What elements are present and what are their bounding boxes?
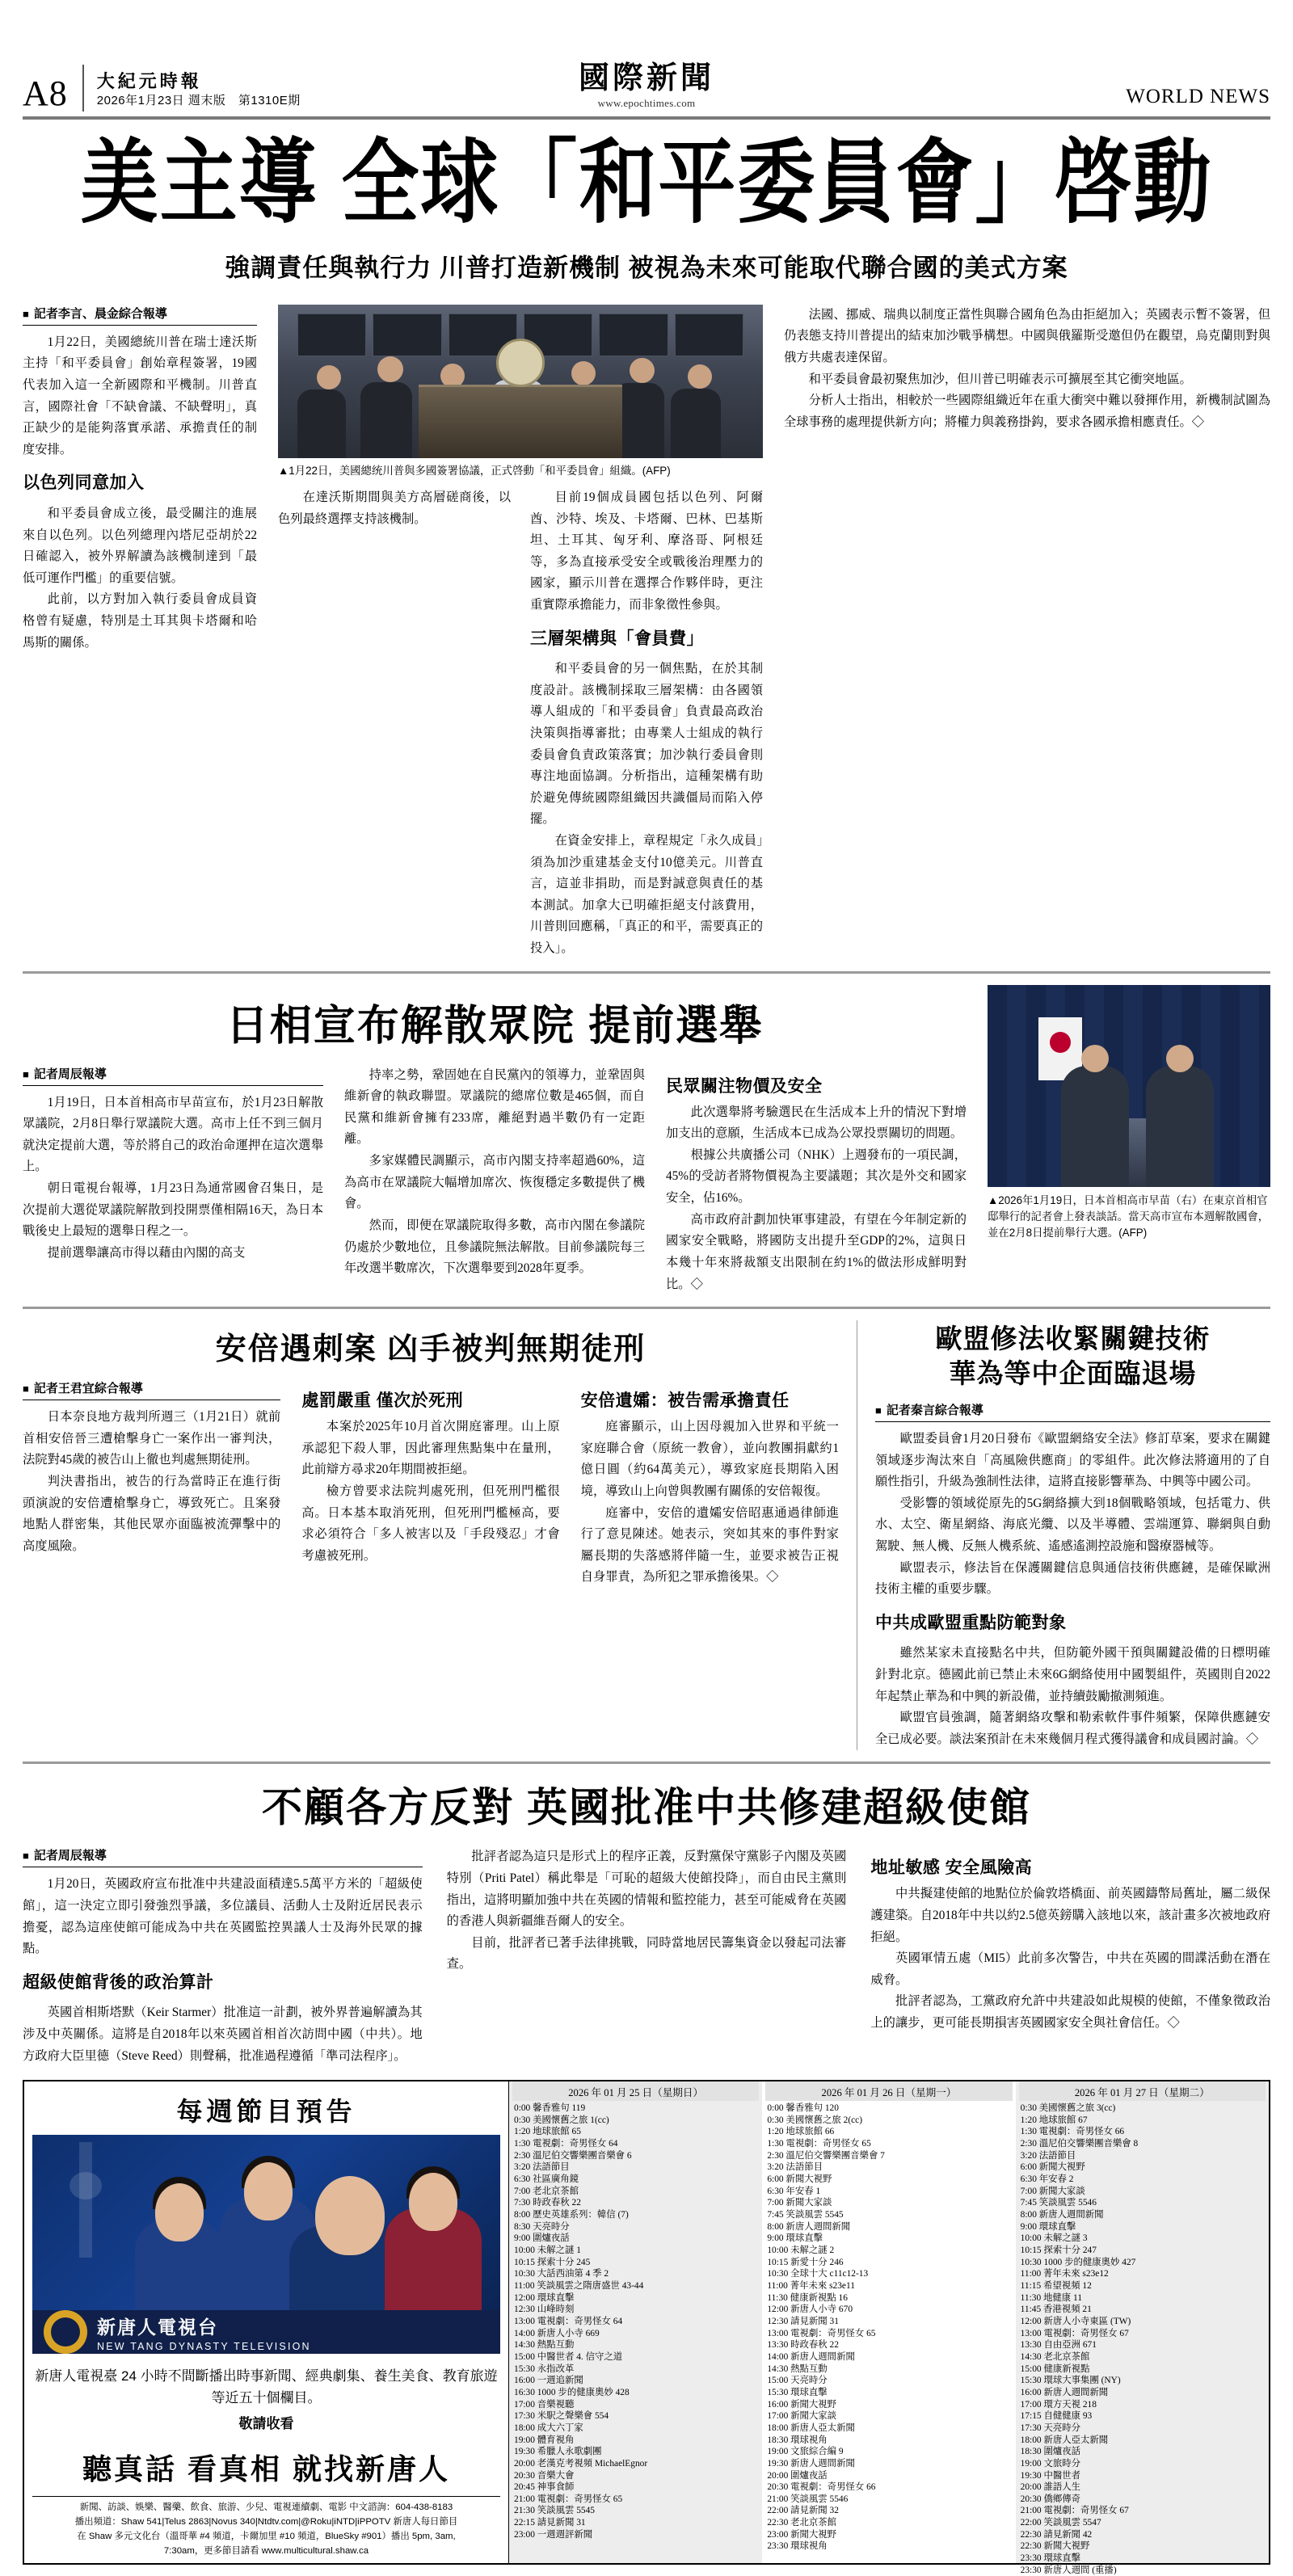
paragraph: 和平委員會的另一個焦點，在於其制度設計。該機制採取三層架構：由各國領導人組成的「和平委員會」負責最高政治決策與指導審批；由專業人士組成的執行委員會負責政策落實；加沙執行委員會則專注地面協調。分析指出，這種架構有助於避免傳統國際組織因共識僵局而陷入停擺。 — [530, 662, 763, 827]
japan-col1-body — [23, 1092, 323, 1265]
flag — [373, 314, 441, 356]
lead-col3-subhead: 三層架構與「會員費」 — [530, 629, 704, 648]
schedule-item: 10:15 探索十分 247 — [1020, 2246, 1097, 2256]
schedule-item: 17:00 音樂視聽 — [514, 2399, 575, 2410]
byline-rule — [23, 325, 257, 326]
schedule-item: 12:30 請見新聞 31 — [767, 2316, 839, 2326]
ntd-logo-icon — [44, 2310, 87, 2354]
schedule-item: 14:00 新唐人小寺 669 — [514, 2328, 600, 2338]
schedule-item: 10:30 大話西油第 4 季 2 — [514, 2269, 609, 2279]
paragraph: 目前19個成員國包括以色列、阿爾酋、沙特、埃及、卡塔爾、巴林、巴基斯坦、土耳其、匈牙利、摩洛哥、阿根廷等，多為直接承受安全或戰後治理壓力的國家，顯示川普在選擇合作夥伴時，更注重實際承擔能力，而非象徵性參與。 — [530, 490, 763, 612]
masthead-left — [23, 65, 301, 112]
schedule-item: 15:00 天亮時分 — [767, 2376, 828, 2386]
schedule-item: 21:00 電視劇：奇男怪女 67 — [1020, 2506, 1129, 2516]
figure-head — [630, 358, 655, 383]
schedule-item: 20:00 誰語人生 — [1020, 2482, 1081, 2493]
schedule-list — [512, 2101, 759, 2540]
paragraph: 庭審中，安倍的遺孀安倍昭惠通過律師進行了意見陳述。她表示，突如其來的事件對家屬長期的失落感將伴隨一生，並要求被告正視自身罪責，為所犯之罪承擔後果。◇ — [580, 1505, 839, 1585]
schedule-item: 7:30 時政春秋 22 — [514, 2198, 581, 2208]
japan-photo — [988, 985, 1270, 1187]
masthead-right — [1126, 86, 1270, 112]
schedule-item: 20:00 老漢克考視頻 MichaelEgnor — [514, 2458, 648, 2469]
japan-byline: ■ 記者周辰報導 — [23, 1065, 323, 1082]
schedule-item: 3:20 法語節目 — [767, 2162, 823, 2173]
schedule-item: 18:00 新唐人亞太新聞 — [767, 2422, 855, 2433]
uk-col1-body — [23, 1874, 423, 2067]
eu-body — [875, 1429, 1270, 1750]
paragraph: 本案於2025年10月首次開庭審理。山上原承認犯下殺人罪，因此審理焦點集中在量刑，此前辯方尋求20年期間被拒絕。 — [301, 1420, 560, 1477]
abe-col2-subhead: 處罰嚴重 僅次於死刑 — [301, 1391, 464, 1411]
paragraph: 歐盟官員強調，隨著網絡攻擊和勒索軟件事件頻繁，保障供應鏈安全已成必要。談法案預計在未來幾個月程式獲得議會和成員國討論。◇ — [875, 1711, 1270, 1746]
anchor-face — [244, 2162, 293, 2220]
ntd-slogan: 聽真話 看真相 就找新唐人 — [82, 2452, 450, 2486]
paragraph: 提前選舉讓高市得以藉由內閣的高支 — [47, 1245, 246, 1260]
schedule-item: 21:00 笑談風雲 5546 — [767, 2494, 849, 2504]
ntd-anchors-photo — [32, 2135, 500, 2310]
paragraph: 然而，即便在眾議院取得多數，高市內閣在參議院仍處於少數地位，且參議院無法解散。目前參議院每三年改選半數席次，下次選舉要到2028年夏季。 — [344, 1218, 645, 1276]
schedule-item: 1:20 地球旅館 66 — [767, 2127, 835, 2137]
schedule-item: 1:30 電視劇：奇男怪女 64 — [514, 2139, 618, 2149]
schedule-item: 16:00 新唐人週間新聞 — [1020, 2387, 1109, 2397]
paragraph: 分析人士指出，相較於一些國際組織近年在重大衝突中難以發揮作用，新機制試圖為全球事務的處理提供新方向；將權力與義務掛鈎，要求各國承擔相應責任。◇ — [784, 394, 1270, 429]
paragraph: 和平委員會成立後，最受關注的進展來自以色列。以色列總理內塔尼亞胡於22日確認入，被外界解讀為該機制達到「最低可運作門檻」的重要信號。 — [23, 507, 257, 585]
uk-column-1 — [23, 1846, 423, 2067]
ntd-description: 新唐人電視臺 24 小時不間斷播出時事新聞、經典劇集、養生美食、教育旅遊等近五十個欄目。 — [35, 2368, 498, 2406]
abe-byline: ■ 記者王君宜綜合報導 — [23, 1379, 280, 1396]
paragraph: 法國、挪威、瑞典以制度正當性與聯合國角色為由拒絕加入；英國表示暫不簽署，但仍表態支持川普提出的結束加沙戰爭構想。中國與俄羅斯受邀但仍在觀望，烏克蘭則對與俄方共處表達保留。 — [784, 307, 1270, 365]
schedule-item: 7:45 笑談風雲 5545 — [767, 2210, 844, 2220]
schedule-item: 9:00 環球直擊 — [1020, 2221, 1076, 2232]
schedule-item: 14:30 老北京茶館 — [1020, 2351, 1090, 2362]
lead-photo — [278, 305, 763, 458]
uk-column-2 — [447, 1846, 847, 2067]
schedule-item: 17:15 自健健康 93 — [1020, 2411, 1093, 2422]
schedule-item: 7:00 老北京茶館 — [514, 2186, 579, 2196]
figure-head — [688, 364, 712, 389]
schedule-item: 18:00 成大六丁家 — [514, 2422, 583, 2433]
lead-headline: 美主導 全球「和平委員會」啓動 — [80, 132, 1213, 234]
schedule-item: 22:30 新聞大視野 — [1020, 2541, 1090, 2552]
schedule-item: 16:00 新聞大視野 — [767, 2399, 837, 2410]
flag — [297, 314, 366, 356]
section-separator — [23, 1762, 1270, 1764]
byline-rule — [875, 1421, 1270, 1422]
schedule-item: 10:15 探索十分 245 — [514, 2257, 591, 2267]
masthead — [23, 0, 1270, 112]
schedule-item: 17:30 米駅之聲樂會 554 — [514, 2411, 609, 2422]
lead-col1-subhead: 以色列同意加入 — [23, 474, 145, 493]
ntd-name-cn: 新唐人電視台 — [97, 2316, 218, 2338]
lead-column-2 — [278, 305, 763, 960]
schedule-item: 7:00 新聞大家談 — [767, 2198, 832, 2208]
schedule-item: 18:30 圍爐夜話 — [1020, 2447, 1081, 2457]
abe-col3-subhead: 安倍遺孀：被告需承擔責任 — [580, 1391, 790, 1411]
paragraph: 1月19日，日本首相高市早苗宣布，於1月23日解散眾議院，2月8日舉行眾議院大選。高市上任不到三個月就決定提前大選，等於將自己的政治命運押在這次選舉上。 — [23, 1095, 323, 1174]
schedule-day-tuesday — [1016, 2081, 1269, 2575]
schedule-item: 20:30 僑鄉傳奇 — [1020, 2494, 1081, 2504]
eu-article — [875, 1320, 1270, 1750]
schedule-item: 15:30 永指改革 — [514, 2363, 575, 2374]
lead-col2-body — [278, 487, 511, 960]
schedule-item: 11:45 香港視頻 21 — [1020, 2305, 1092, 2315]
schedule-item: 19:00 文旅時分 — [1020, 2458, 1081, 2469]
schedule-item: 13:30 自由亞洲 671 — [1020, 2340, 1097, 2351]
paragraph: 英國軍情五處（MI5）此前多次警告，中共在英國的間諜活動在潛在威脅。 — [870, 1951, 1271, 1987]
schedule-item: 22:00 笑談風雲 5547 — [1020, 2518, 1101, 2528]
japan-article — [23, 985, 1270, 1295]
uk-columns — [23, 1846, 1270, 2067]
ntd-footer-line: 播出頻道：Shaw 541|Telus 2863|Novus 340|Ntdtv.com|@Roku|iNTD|iPPOTV 新唐人每日節目 — [74, 2517, 458, 2528]
schedule-item: 1:30 電視劇：奇男怪女 66 — [1020, 2127, 1125, 2137]
schedule-item: 23:00 新聞大視野 — [767, 2529, 837, 2540]
masthead-rule — [23, 116, 1270, 120]
figure — [360, 382, 412, 458]
schedule-item: 21:30 笑談風雲 5545 — [514, 2506, 595, 2516]
section-separator — [23, 1307, 1270, 1309]
schedule-item: 22:00 請見新聞 32 — [767, 2506, 839, 2516]
schedule-item: 15:30 環球直擊 — [767, 2387, 828, 2397]
ntd-footer-line: 在 Shaw 多元文化台（溫哥華 #4 頻道，卡爾加里 #10 頻道，BlueSky #901）播出 5pm, 3am, — [77, 2531, 456, 2541]
schedule-item: 19:30 新唐人週間新聞 — [767, 2458, 855, 2469]
schedule-item: 14:30 熱點互動 — [767, 2363, 828, 2374]
paragraph: 雖然某家未直接點名中共，但防範外國干預與關鍵設備的日標明確針對北京。德國此前已禁止未來6G網絡使用中國製組件，英國則自2022年起禁止華為和中興的新設備，並持續鼓勵撤測頻進。 — [875, 1646, 1270, 1703]
paragraph: 批評者認為這只是形式上的程序正義，反對黨保守黨影子內閣及英國特別（Priti Patel）稱此舉是「可恥的超級大使館投降」，而自由民主黨則指出，這將明顯加強中共在英國的情報和監控能力，甚至可能威脅在英國的香港人與新疆維吾爾人的安全。 — [446, 1850, 847, 1929]
masthead-divider — [82, 65, 84, 112]
schedule-item: 10:00 未解之謎 1 — [514, 2246, 581, 2256]
paragraph: 檢方曾要求法院判處死刑，但死刑門檻很高。日本基本取消死刑，但死刑門檻極高，要求必須符合「多人被害以及「手段殘忍」才會考慮被死刑。 — [301, 1484, 560, 1563]
schedule-item: 2:30 溫尼伯交響樂團音樂會 7 — [767, 2150, 885, 2161]
figure-head — [317, 365, 341, 389]
schedule-item: 20:00 圍爐夜話 — [767, 2470, 828, 2481]
schedule-date: 2026 年 01 月 25 日（星期日） — [512, 2081, 759, 2101]
japan-photo-caption: ▲2026年1月19日，日本首相高市早苗（右）在東京首相官邸舉行的記者會上發表談話。當天高市宣布本週解散國會，並在2月8日提前舉行大選。(AFP) — [988, 1193, 1270, 1239]
uk-column-3 — [870, 1846, 1270, 2067]
schedule-item: 16:30 1000 步的健康奧妙 428 — [514, 2387, 630, 2397]
lead-subheadline: 強調責任與執行力 川普打造新機制 被視為未來可能取代聯合國的美式方案 — [225, 253, 1068, 282]
paragraph: 歐盟表示，修法旨在保護關鍵信息與通信技術供應鏈，是確保歐洲技術主權的重要步驟。 — [875, 1560, 1270, 1597]
anchor-face — [409, 2173, 457, 2231]
schedule-item: 19:00 文旅綜合編 9 — [767, 2447, 844, 2457]
schedule-item: 0:30 美國懷舊之旅 3(cc) — [1020, 2103, 1116, 2114]
schedule-item: 19:30 希臘人永歌劇團 — [514, 2447, 602, 2457]
schedule-item: 6:30 年安春 2 — [1020, 2174, 1074, 2185]
schedule-item: 21:00 電視劇：奇男怪女 65 — [514, 2494, 623, 2504]
schedule-item: 6:00 新聞大視野 — [1020, 2162, 1085, 2173]
schedule-item: 19:30 中醫世者 — [1020, 2470, 1081, 2481]
schedule-item: 1:20 地球旅館 67 — [1020, 2115, 1088, 2125]
japan-columns — [23, 1065, 967, 1295]
schedule-item: 13:00 電視劇：奇男怪女 67 — [1020, 2328, 1129, 2338]
schedule-item: 12:00 新唐人小寺東區 (TW) — [1020, 2316, 1131, 2326]
ntd-name-en: NEW TANG DYNASTY TELEVISION — [97, 2340, 311, 2352]
schedule-item: 8:00 新唐人週間新聞 — [1020, 2210, 1104, 2220]
uk-col1-subhead: 超級使館背後的政治算計 — [23, 1972, 214, 1992]
eu-byline: ■ 記者秦言綜合報導 — [875, 1401, 1270, 1418]
schedule-item: 10:15 新愛十分 246 — [767, 2257, 844, 2267]
paragraph: 1月20日，英國政府宣布批准中共建設面積達5.5萬平方米的「超級使館」，這一決定立即引發強烈爭議，多位議員、活動人士及附近居民表示擔憂，認為這座使館可能成為中共在英國監控異議人士及海外民眾的據點。 — [23, 1877, 423, 1956]
schedule-item: 11:00 笑談風雲之隋唐盛世 43-44 — [514, 2281, 644, 2292]
schedule-item: 13:00 電視劇：奇男怪女 65 — [767, 2328, 876, 2338]
podium — [419, 385, 622, 457]
paragraph: 中共擬建使館的地點位於倫敦塔橋面、前英國鑄幣局舊址，屬二級保護建築。自2018年中共以約2.5億英鎊購入該地以來，該計畫多次被地政府拒絕。 — [870, 1887, 1271, 1944]
figure — [671, 389, 721, 458]
official-figure — [1061, 1066, 1129, 1187]
lead-col1-body — [23, 332, 257, 654]
uk-byline: ■ 記者周辰報導 — [23, 1846, 423, 1863]
publication-date: 2026年1月23日 週末版 第1310E期 — [96, 93, 301, 107]
uk-article — [23, 1775, 1270, 2067]
schedule-item: 11:00 菁年未來 s23e12 — [1020, 2269, 1109, 2279]
schedule-item: 6:30 年安春 1 — [767, 2186, 821, 2196]
paragraph: 受影響的領域從原先的5G網絡擴大到18個戰略領域，包括電力、供水、太空、衛星網絡、海底光纜、以及半導體、雲端運算、聯網與自動駕駛、無人機、反無人機系統、遙感遙測控設施和醫療器械等。 — [875, 1496, 1270, 1553]
japan-col3-body — [666, 1102, 967, 1295]
lead-column-1 — [23, 305, 257, 960]
schedule-item: 20:30 音樂大會 — [514, 2470, 575, 2481]
paragraph: 高市政府計劃加快軍事建設，有望在今年制定新的國家安全戰略，將國防支出提升至GDP的2%，這與日本幾十年來將裁額支出限制在約1%的做法形成鮮明對比。◇ — [666, 1212, 967, 1291]
paragraph: 和平委員會最初聚焦加沙，但川普已明確表示可擴展至其它衝突地區。 — [808, 372, 1192, 386]
schedule-item: 10:00 未解之謎 2 — [767, 2246, 835, 2256]
schedule-item: 22:15 請見新聞 31 — [514, 2518, 586, 2528]
schedule-item: 9:00 環球直擊 — [767, 2233, 823, 2244]
figure-head — [440, 364, 465, 388]
lead-col3-body — [530, 487, 763, 960]
prime-minister-figure — [1146, 1066, 1214, 1187]
schedule-day-monday — [762, 2081, 1015, 2563]
paragraph: 朝日電視台報導，1月23日為通常國會召集日，是次提前大選從眾議院解散到投開票僅相隔16天，為日本戰後史上最短的選舉日程之一。 — [23, 1181, 323, 1239]
abe-headline: 安倍遇刺案 凶手被判無期徒刑 — [215, 1332, 646, 1367]
schedule-item: 11:15 希望視頻 12 — [1020, 2281, 1092, 2292]
paragraph: 批評者認為，工黨政府允許中共建設如此規模的使館，不僅象徵政治上的讓步，更可能長期損害英國國家安全與社會信任。◇ — [870, 1994, 1271, 2031]
schedule-item: 13:30 時政春秋 22 — [767, 2340, 839, 2351]
abe-article — [23, 1320, 839, 1750]
schedule-item: 1:30 電視劇：奇男怪女 65 — [767, 2139, 871, 2149]
schedule-item: 11:00 菁年未來 s23e11 — [767, 2281, 855, 2292]
japan-column-3 — [666, 1065, 967, 1295]
paragraph: 在資金安排上，章程規定「永久成員」須為加沙重建基金支付10億美元。川普直言，這並非捐助，而是對誠意與責任的基本測試。加拿大已明確拒絕支付該費用，川普則回應稱，「真正的和平，需要真正的投入」。 — [530, 834, 763, 956]
paragraph: 此次選舉將考驗選民在生活成本上升的情況下對增加支出的意願，生活成本已成為公眾投票關切的問題。 — [666, 1105, 967, 1141]
schedule-item: 6:00 新聞大視野 — [767, 2174, 832, 2185]
schedule-item: 9:00 圍爐夜話 — [514, 2233, 570, 2244]
paragraph: 庭審顯示，山上因母親加入世界和平統一家庭聯合會（原統一教會），並向教團捐獻約1億日圓（約64萬美元），導致家庭長期陷入困境，導致山上向曾與教團有關係的安倍報復。 — [580, 1420, 839, 1498]
schedule-item: 23:30 環球視角 — [767, 2541, 828, 2552]
schedule-item: 12:30 山峰時刻 — [514, 2305, 575, 2315]
figure-head — [377, 356, 403, 382]
paragraph: 根據公共廣播公司（NHK）上週發布的一項民調，45%的受訪者將物價視為主要議題；其次是外交和國家安全，佔16%。 — [666, 1147, 967, 1206]
schedule-item: 0:30 美國懷舊之旅 2(cc) — [767, 2115, 863, 2125]
eu-subhead: 中共成歐盟重點防範對象 — [875, 1613, 1067, 1632]
anchor-figure — [135, 2219, 224, 2310]
paragraph: 判決書指出，被告的行為當時正在進行街頭演說的安倍遭槍擊身亡，導致死亡。且案發地點人群密集，其他民眾亦面臨被流彈擊中的高度風險。 — [23, 1474, 281, 1553]
tv-guide-block — [23, 2080, 1270, 2575]
anchor-figure — [385, 2208, 482, 2310]
presidential-seal — [496, 339, 545, 387]
paragraph: 英國首相斯塔默（Keir Starmer）批准這一計劃，被外界普遍解讀為其涉及中英關係。這將是自2018年以來英國首相首次訪問中國（中共）。地方政府大臣里德（Steve Reed）則聲稱，批准過程遵循「準司法程序」。 — [23, 2006, 423, 2063]
byline-rule — [23, 1085, 323, 1086]
schedule-item: 0:30 美國懷舊之旅 1(cc) — [514, 2115, 609, 2125]
abe-column-2 — [301, 1379, 559, 1589]
figure-head — [571, 361, 596, 385]
uk-col3-subhead: 地址敏感 安全風險高 — [870, 1858, 1033, 1878]
page-number: A8 — [23, 74, 68, 113]
ntd-footer-line: 7:30am，更多節目請看 www.multicultural.shaw.ca — [163, 2545, 369, 2556]
flag — [599, 314, 668, 356]
section-title-cn: 國際新聞 — [578, 61, 714, 95]
abe-column-1 — [23, 1379, 280, 1589]
schedule-item: 7:45 笑談風雲 5546 — [1020, 2198, 1097, 2208]
ntd-logo-text — [97, 2313, 311, 2352]
abe-col3-body — [581, 1416, 839, 1589]
schedule-item: 23:30 新唐人週間 (重播) — [1020, 2565, 1117, 2575]
schedule-item: 3:20 法語節目 — [514, 2162, 570, 2173]
section-title-en: WORLD NEWS — [1126, 86, 1270, 107]
lead-col4-body — [784, 305, 1270, 434]
schedule-item: 12:00 新唐人小寺 670 — [767, 2305, 853, 2315]
schedule-item: 14:00 新唐人週間新聞 — [767, 2351, 855, 2362]
anchor-face — [155, 2183, 204, 2241]
ntd-footer — [32, 2496, 500, 2558]
japan-col3-subhead: 民眾關注物價及安全 — [666, 1076, 823, 1096]
schedule-item: 17:00 新聞大家談 — [767, 2411, 837, 2422]
anchor-face — [315, 2176, 385, 2255]
tv-schedule — [509, 2081, 1269, 2575]
schedule-item: 0:00 馨香雅句 120 — [767, 2103, 839, 2114]
schedule-list — [765, 2101, 1012, 2553]
schedule-item: 15:00 中醫世者 4. 信守之道 — [514, 2351, 623, 2362]
cn-tower-icon — [79, 2142, 92, 2258]
schedule-day-sunday — [509, 2081, 762, 2563]
paragraph: 目前，批評者已著手法律挑戰，同時當地居民籌集資金以發起司法審查。 — [446, 1935, 847, 1972]
schedule-item: 8:30 天亮時分 — [514, 2221, 570, 2232]
lead-column-4 — [784, 305, 1270, 960]
schedule-item: 15:30 環球大事集團 (NY) — [1020, 2376, 1121, 2386]
paragraph: 日本奈良地方裁判所週三（1月21日）就前首相安倍晉三遭槍擊身亡一案作出一審判決，法院對45歲的被告山上徹也判處無期徒刑。 — [23, 1410, 281, 1467]
ntd-logo-bar — [32, 2310, 500, 2354]
schedule-date: 2026 年 01 月 27 日（星期二） — [1019, 2081, 1266, 2101]
paragraph: 歐盟委員會1月20日發布《歐盟網絡安全法》修訂草案，要求在關鍵領域逐步淘汰來自「高風險供應商」的零組件。此次修法將適用的了自願性指引，升級為強制性法律，這將直接影響華為、中興等中國公司。 — [875, 1431, 1270, 1489]
eu-headline-line1: 歐盟修法收緊關鍵技術 — [935, 1324, 1211, 1354]
paragraph: 此前，以方對加入執行委員會成員資格曾有疑慮，特別是土耳其與卡塔爾和哈馬斯的關係。 — [23, 592, 257, 650]
schedule-item: 19:00 體育視角 — [514, 2435, 575, 2445]
schedule-item: 7:00 新聞大家談 — [1020, 2186, 1085, 2196]
figure — [297, 389, 346, 458]
publication-name: 大紀元時報 — [96, 71, 202, 92]
schedule-item: 11:30 地健康 11 — [1020, 2292, 1083, 2303]
eu-headline-line2: 華為等中企面臨退場 — [949, 1358, 1197, 1389]
abe-column-3 — [581, 1379, 839, 1589]
abe-col2-body — [301, 1416, 559, 1567]
schedule-item: 16:00 一週追新聞 — [514, 2376, 583, 2386]
schedule-date: 2026 年 01 月 26 日（星期一） — [765, 2081, 1012, 2101]
schedule-item: 0:00 馨香雅句 119 — [514, 2103, 586, 2114]
schedule-item: 13:00 電視劇：奇男怪女 64 — [514, 2316, 623, 2326]
lead-subcolumns — [278, 487, 763, 960]
schedule-item: 22:30 老北京茶館 — [767, 2518, 837, 2528]
schedule-item: 10:00 未解之謎 3 — [1020, 2233, 1088, 2244]
lead-photo-caption: ▲1月22日，美國總统川普與多國簽署協議，正式啓動「和平委員會」組織。(AFP) — [278, 464, 671, 477]
abe-columns — [23, 1379, 839, 1589]
schedule-item: 3:20 法語節目 — [1020, 2150, 1076, 2161]
schedule-item: 12:00 環球直擊 — [514, 2292, 575, 2303]
japan-headline: 日相宣布解散眾院 提前選舉 — [225, 1002, 764, 1050]
schedule-item: 6:30 社區廣角鏡 — [514, 2174, 579, 2185]
schedule-item: 1:20 地球旅館 65 — [514, 2127, 581, 2137]
paragraph: 1月22日，美國總統川普在瑞士達沃斯主持「和平委員會」創始章程簽署，19國代表加入這一全新國際和平機制。川普直言，國際社會「不缺會議、不缺聲明」，真正缺少的是能夠落實承諾、承擔責任的制度安排。 — [23, 335, 257, 457]
schedule-item: 18:30 環球視角 — [767, 2435, 828, 2445]
schedule-item: 10:30 1000 步的健康奧妙 427 — [1020, 2257, 1136, 2267]
eu-headline — [875, 1322, 1270, 1391]
schedule-item: 17:00 環方天視 218 — [1020, 2399, 1097, 2410]
paragraph: 持率之勢，鞏固她在自民黨內的領導力，並鞏固與維新會的執政聯盟。眾議院的總席位數是465個，而自民黨和維新會擁有233席，離絕對過半數仍有一定距離。 — [344, 1067, 645, 1147]
japan-column-2 — [344, 1065, 645, 1295]
japan-left — [23, 985, 967, 1295]
schedule-item: 23:00 一週週評新聞 — [514, 2529, 593, 2540]
schedule-item: 14:30 熱點互動 — [514, 2340, 575, 2351]
schedule-item: 20:45 神事食師 — [514, 2482, 575, 2493]
schedule-item: 20:30 電視劇：奇男怪女 66 — [767, 2482, 876, 2493]
paragraph: 在達沃斯期間與美方高層磋商後，以色列最終選擇支持該機制。 — [278, 490, 511, 526]
schedule-item: 10:30 全球十大 c11c12-13 — [767, 2269, 869, 2279]
uk-headline: 不顧各方反對 英國批准中共修建超級使館 — [262, 1785, 1031, 1831]
schedule-item: 8:00 歷史英雄系列：韓信 (7) — [514, 2210, 629, 2220]
ntd-please-watch: 敬請收看 — [238, 2416, 294, 2432]
publication-block — [97, 71, 301, 112]
japan-column-1 — [23, 1065, 323, 1295]
abe-col1-body — [23, 1407, 280, 1557]
schedule-item: 18:00 新唐人亞太新聞 — [1020, 2435, 1109, 2445]
flag — [675, 314, 743, 356]
lead-byline: ■ 記者李言、晨金綜合報導 — [23, 305, 257, 322]
section-separator — [23, 971, 1270, 974]
tv-guide-title: 每週節目預告 — [176, 2097, 356, 2127]
schedule-item: 22:30 請見新聞 42 — [1020, 2529, 1093, 2540]
japan-right — [988, 985, 1270, 1295]
schedule-item: 2:30 溫尼伯交響樂團音樂會 6 — [514, 2150, 632, 2161]
schedule-item: 2:30 溫尼伯交響樂團音樂會 8 — [1020, 2139, 1139, 2149]
schedule-item: 8:00 新唐人週間新聞 — [767, 2221, 851, 2232]
schedule-item: 17:30 天亮時分 — [1020, 2422, 1081, 2433]
paragraph: 多家媒體民調顯示，高市內閣支持率超過60%，這為高市在眾議院大幅增加席次、恢復穩定多數提供了機會。 — [344, 1154, 645, 1211]
schedule-item: 11:30 健康新視點 16 — [767, 2292, 848, 2303]
ntd-ad — [24, 2081, 509, 2563]
ntd-footer-line: 新聞、訪談、娛樂、醫藥、飲食、旅游、少兒、電視連續劇、電影 中文諮詢：604-438-8183 — [79, 2502, 453, 2513]
schedule-item: 23:30 環球直擊 — [1020, 2553, 1081, 2564]
section-url: www.epochtimes.com — [597, 97, 696, 109]
schedule-list — [1019, 2101, 1266, 2576]
lead-article-columns — [23, 305, 1270, 960]
abe-eu-row — [23, 1320, 1270, 1750]
uk-col3-body — [870, 1884, 1270, 2034]
schedule-item: 15:00 健康新視點 — [1020, 2363, 1090, 2374]
